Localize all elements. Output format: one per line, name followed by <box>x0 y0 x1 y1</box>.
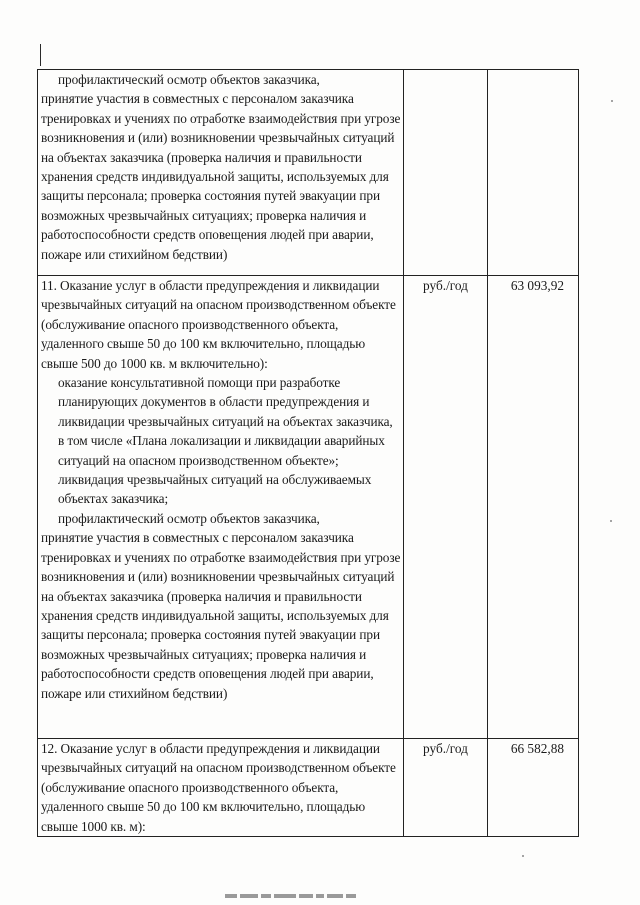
scan-speck <box>611 100 613 102</box>
price-value: 63 093,92 <box>510 278 564 293</box>
service-description-cell <box>38 70 404 276</box>
price-cell <box>488 70 579 276</box>
price-table <box>37 69 579 837</box>
description-paragraph: 12. Оказание услуг в области предупреждения и ликвидации чрезвычайных ситуаций на опасном производственном объекте (обслуживание опасного производственного объекта, удаленного свыше 50 до 100 км включительно, площадью свыше 1000 кв. м): <box>41 741 396 834</box>
price-value: 66 582,88 <box>510 741 564 756</box>
scan-margin-line <box>40 44 41 66</box>
scan-speck <box>610 520 612 522</box>
description-paragraph: принятие участия в совместных с персоналом заказчика тренировках и учениях по отработке взаимодействия при угрозе возникновения и (или) возникновении чрезвычайных ситуаций на объектах заказчика (проверка наличия и правильности хранения средств индивидуальной защиты, используемых для защиты персонала; проверка состояния путей эвакуации при возможных чрезвычайных ситуациях; проверка наличия и работоспособности средств оповещения людей при аварии, пожаре или стихийном бедствии) <box>41 530 401 701</box>
table-row <box>38 739 579 837</box>
price-cell <box>488 739 579 837</box>
unit-value: руб./год <box>423 278 468 293</box>
price-cell <box>488 276 579 739</box>
description-paragraph: 11. Оказание услуг в области предупреждения и ликвидации чрезвычайных ситуаций на опасном производственном объекте (обслуживание опасного производственного объекта, удаленного свыше 50 до 100 км включительно, площадью свыше 500 до 1000 кв. м включительно): <box>41 278 396 371</box>
unit-cell <box>404 70 488 276</box>
unit-cell <box>404 276 488 739</box>
description-paragraph: ликвидация чрезвычайных ситуаций на обслуживаемых объектах заказчика; <box>58 472 372 507</box>
unit-value: руб./год <box>423 741 468 756</box>
unit-cell <box>404 739 488 837</box>
description-paragraph: профилактический осмотр объектов заказчика, <box>58 72 320 87</box>
table-row <box>38 276 579 739</box>
service-description-cell <box>38 739 404 837</box>
service-description-cell <box>38 276 404 739</box>
page-footer-mark <box>225 892 360 900</box>
description-paragraph: принятие участия в совместных с персоналом заказчика тренировках и учениях по отработке взаимодействия при угрозе возникновения и (или) возникновении чрезвычайных ситуаций на объектах заказчика (проверка наличия и правильности хранения средств индивидуальной защиты, используемых для защиты персонала; проверка состояния путей эвакуации при возможных чрезвычайных ситуациях; проверка наличия и работоспособности средств оповещения людей при аварии, пожаре или стихийном бедствии) <box>41 91 401 262</box>
description-paragraph: профилактический осмотр объектов заказчика, <box>58 510 320 526</box>
description-paragraph: оказание консультативной помощи при разработке планирующих документов в области предупреждения и ликвидации чрезвычайных ситуаций на объектах заказчика, в том числе «Плана локализации и ликвидации аварийных ситуаций на опасном производственном объекте»; <box>58 375 393 468</box>
table-row <box>38 70 579 276</box>
scan-speck <box>522 855 524 857</box>
